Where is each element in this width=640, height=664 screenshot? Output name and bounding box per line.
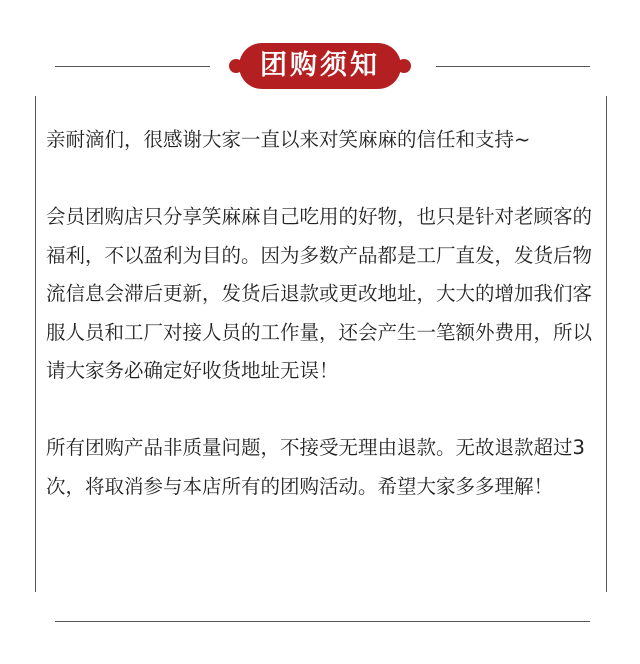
footer-divider bbox=[55, 621, 590, 622]
frame-right-border bbox=[606, 96, 607, 592]
notice-paragraph-greeting: 亲耐滴们，很感谢大家一直以来对笑麻麻的信任和支持~ bbox=[46, 128, 531, 151]
notice-content bbox=[46, 121, 600, 506]
notice-paragraph-shipping: 会员团购店只分享笑麻麻自己吃用的好物，也只是针对老顾客的福利，不以盈利为目的。因为多数产品都是工厂直发，发货后物流信息会滞后更新，发货后退款或更改地址，大大的增加我们客服人员和工厂对接人员的工作量，还会产生一笔额外费用，所以请大家务必确定好收货地址无误！ bbox=[46, 205, 593, 382]
header-divider-right bbox=[436, 66, 590, 67]
notice-paragraph-refund: 所有团购产品非质量问题，不接受无理由退款。无故退款超过3次，将取消参与本店所有的团购活动。希望大家多多理解！ bbox=[46, 436, 585, 498]
frame-left-border bbox=[35, 96, 36, 592]
title-badge bbox=[229, 43, 411, 89]
page-title: 团购须知 bbox=[260, 50, 380, 81]
header-divider-left bbox=[55, 66, 210, 67]
